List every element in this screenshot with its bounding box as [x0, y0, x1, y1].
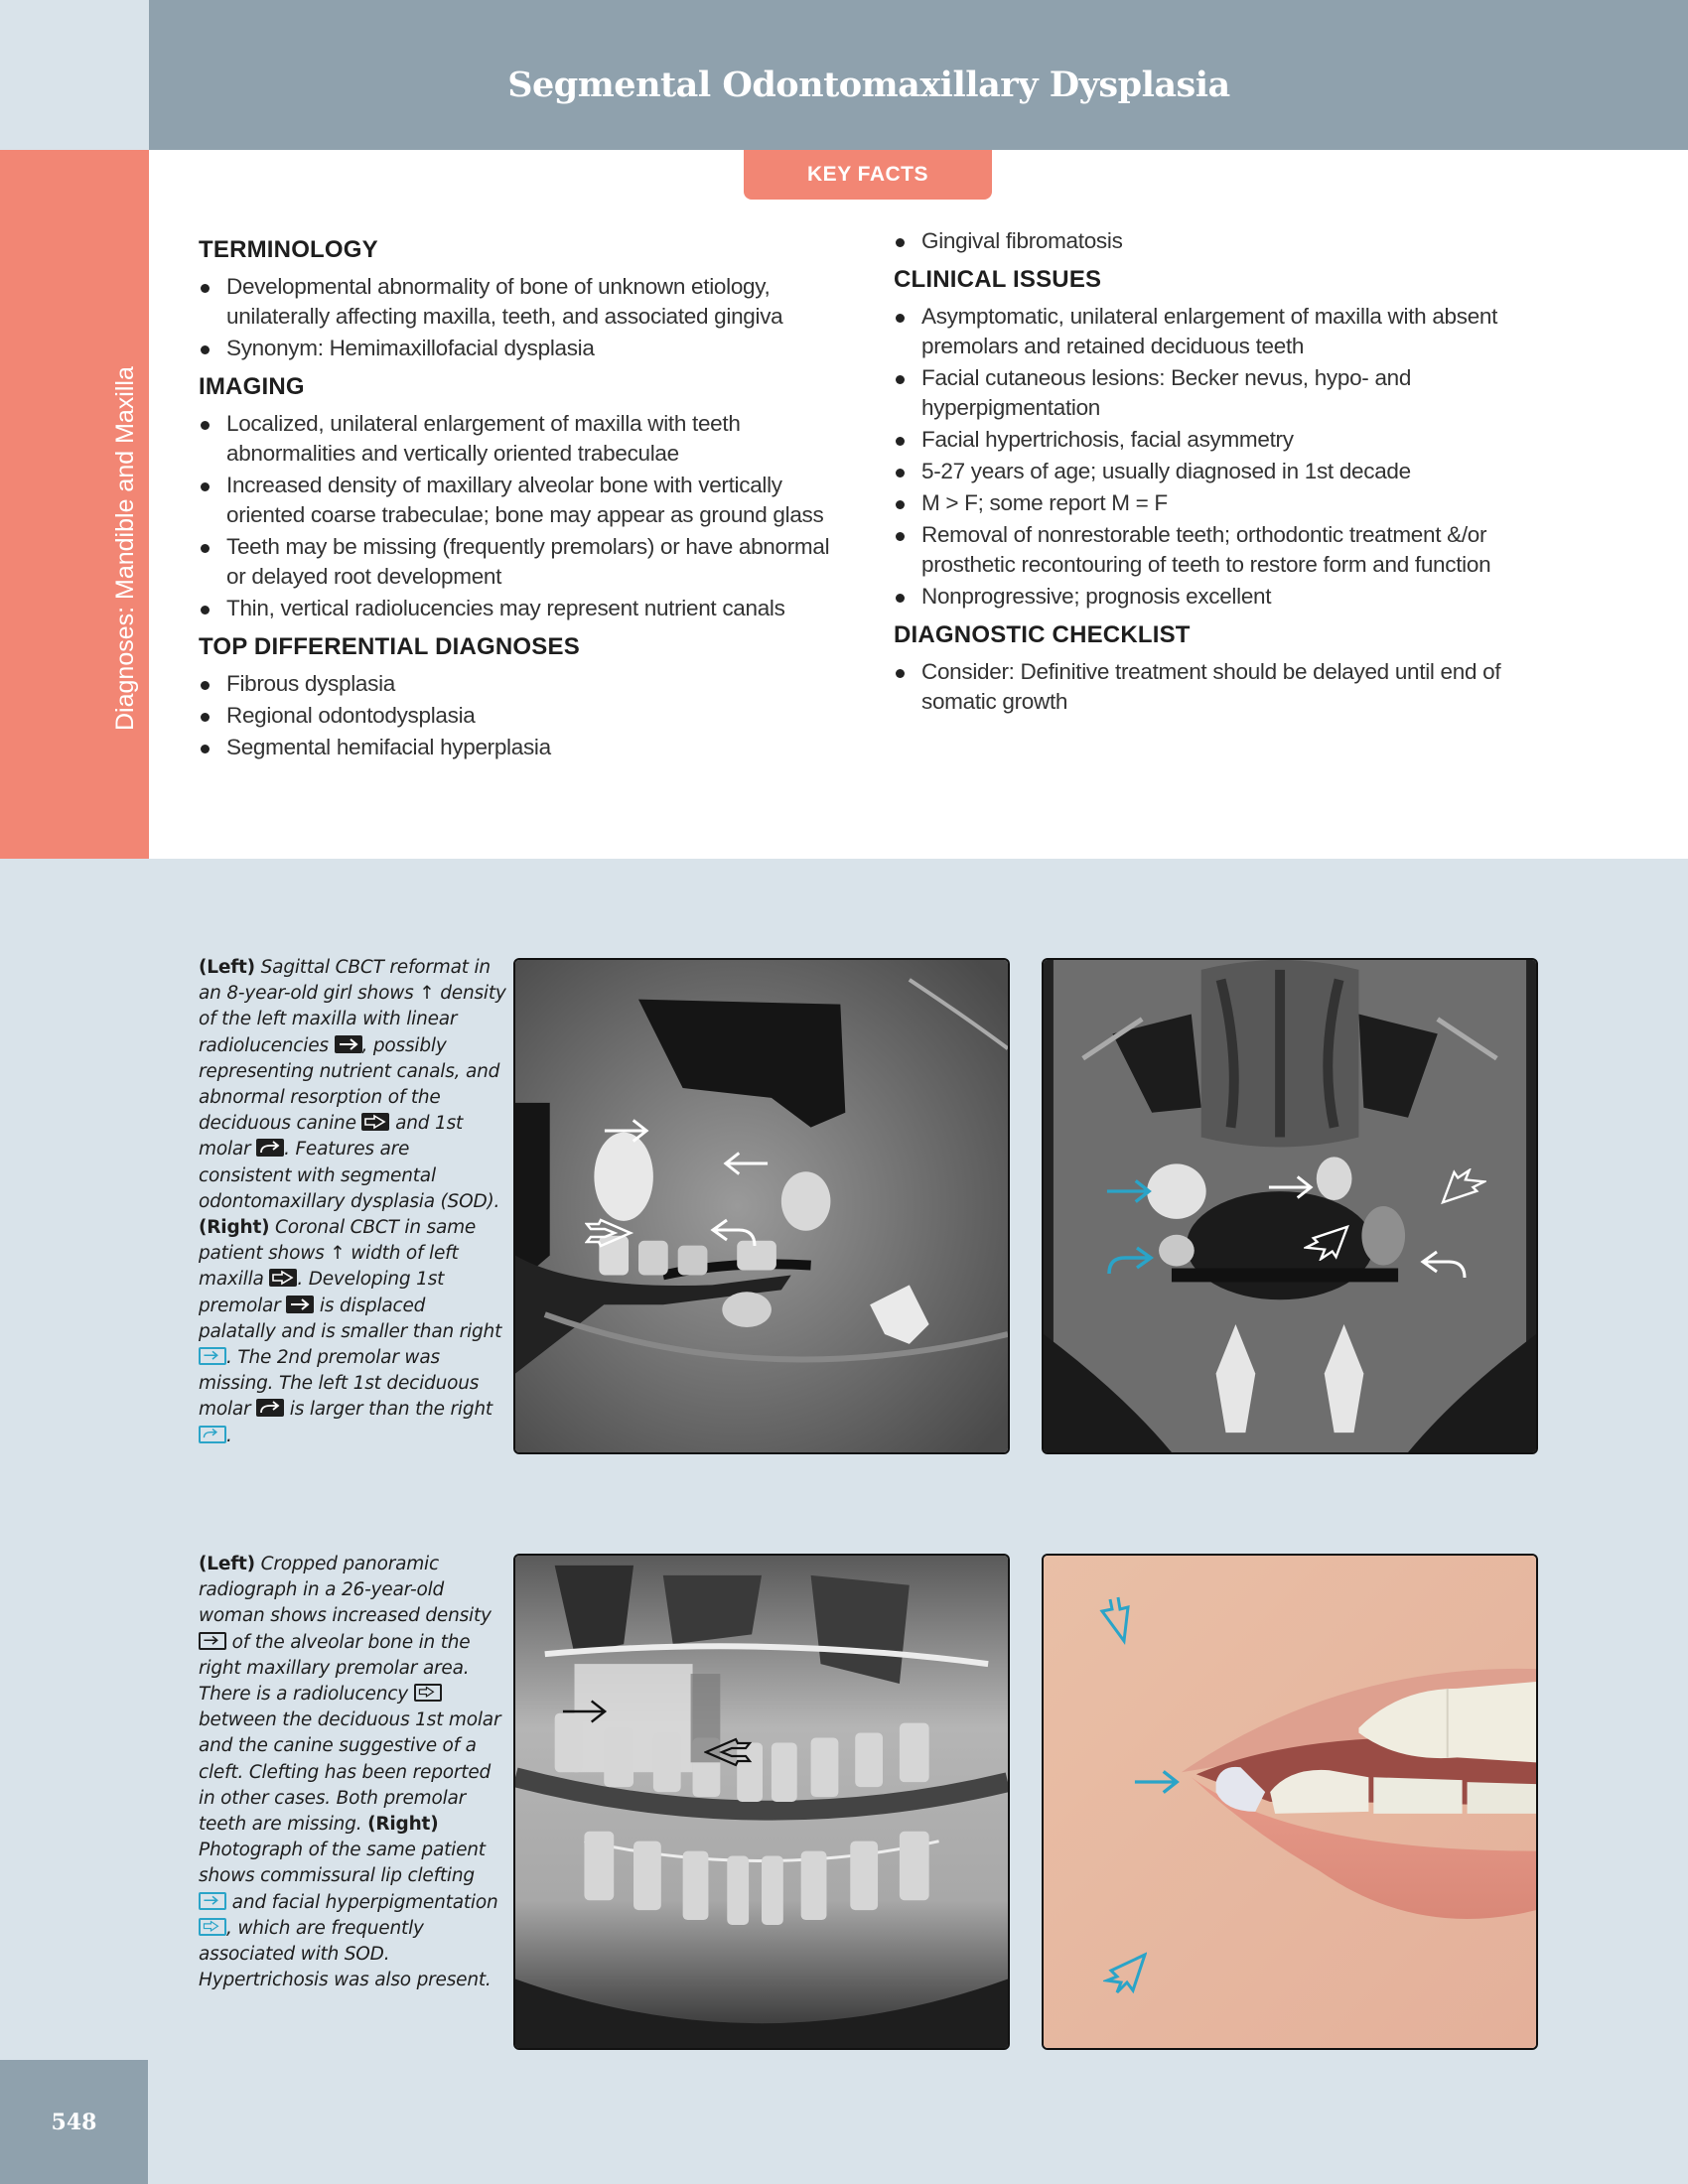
caption-text: Coronal CBCT in same patient shows ↑ width of left maxilla — [199, 1217, 477, 1291]
key-facts-left-column — [199, 226, 834, 764]
blue-open-arrow-legend-icon — [199, 1918, 226, 1936]
caption-text: Sagittal CBCT reformat in an 8-year-old girl shows ↑ density of the left maxilla with linear radiolucencies — [199, 957, 506, 1056]
arrow-legend-icon — [286, 1296, 314, 1313]
bullet-item: Regional odontodysplasia — [199, 701, 834, 731]
coronal-cbct-image — [1042, 958, 1538, 1454]
caption-text: of the alveolar bone in the right maxillary premolar area. There is a radiolucency — [199, 1631, 471, 1706]
caption-text: is displaced palatally and is smaller than right — [199, 1295, 502, 1342]
caption-label-left: (Left) — [199, 957, 255, 978]
caption-text: is larger than the right — [284, 1399, 492, 1421]
open-arrow-marker-icon — [1304, 1223, 1351, 1261]
caption-text: , possibly representing nutrient canals, and abnormal resorption of the deciduous canine — [199, 1034, 500, 1135]
open-arrow-marker-icon — [1439, 1168, 1486, 1206]
bullet-item: Developmental abnormality of bone of unknown etiology, unilaterally affecting maxilla, teeth, and associated gingiva — [199, 272, 834, 332]
figure-caption-1 — [199, 955, 506, 1449]
page-title: Segmental Odontomaxillary Dysplasia — [507, 64, 1230, 105]
bullet-item: Segmental hemifacial hyperplasia — [199, 733, 834, 762]
caption-text: . Features are consistent with segmental odontomaxillary dysplasia (SOD). — [199, 1139, 500, 1212]
panoramic-radiograph-graphic — [515, 1556, 1008, 2048]
caption-text: between the deciduous 1st molar and the canine suggestive of a cleft. Clefting has been reported in other cases. Both premolar teeth are missing. — [199, 1709, 501, 1836]
bullet-item: 5-27 years of age; usually diagnosed in 1st decade — [894, 457, 1549, 486]
caption-text: . Developing 1st premolar — [199, 1269, 445, 1316]
section-diagnostic-checklist — [894, 621, 1549, 717]
section-terminology — [199, 236, 834, 363]
caption-label-right: (Right) — [367, 1814, 439, 1836]
open-arrow-marker-icon — [704, 1735, 754, 1769]
bullet-item: Nonprogressive; prognosis excellent — [894, 582, 1549, 612]
coronal-cbct-graphic — [1044, 960, 1536, 1452]
blue-arrow-marker-icon — [1105, 1176, 1153, 1206]
section-heading: CLINICAL ISSUES — [894, 266, 1102, 293]
bullet-item: Localized, unilateral enlargement of maxilla with teeth abnormalities and vertically oriented trabeculae — [199, 409, 834, 469]
chapter-side-tab — [0, 150, 149, 859]
arrow-marker-icon — [603, 1116, 650, 1146]
section-heading: IMAGING — [199, 373, 305, 400]
bullet-list — [199, 272, 834, 363]
bullet-item: Increased density of maxillary alveolar bone with vertically oriented coarse trabeculae; bone may appear as ground glass — [199, 471, 834, 530]
bullet-item: Facial cutaneous lesions: Becker nevus, hypo- and hyperpigmentation — [894, 363, 1549, 423]
section-heading: TOP DIFFERENTIAL DIAGNOSES — [199, 633, 580, 660]
arrow-legend-icon — [199, 1632, 226, 1650]
caption-text: Cropped panoramic radiograph in a 26-year-old woman shows increased density — [199, 1554, 492, 1627]
open-arrow-legend-icon — [361, 1113, 389, 1131]
section-clinical-issues — [894, 266, 1549, 612]
blue-curved-arrow-marker-icon — [1105, 1244, 1155, 1278]
section-heading: DIAGNOSTIC CHECKLIST — [894, 621, 1191, 648]
bullet-item: M > F; some report M = F — [894, 488, 1549, 518]
figure-caption-2 — [199, 1552, 506, 1993]
lip-clinical-photograph — [1042, 1554, 1538, 2050]
caption-text: and 1st molar — [199, 1113, 464, 1160]
bullet-list-continued — [894, 226, 1549, 256]
bullet-item: Gingival fibromatosis — [894, 226, 1549, 256]
page-number: 548 — [0, 2060, 148, 2184]
bullet-item: Removal of nonrestorable teeth; orthodontic treatment &/or prosthetic recontouring of teeth to restore form and function — [894, 520, 1549, 580]
panoramic-radiograph-image — [513, 1554, 1010, 2050]
sagittal-cbct-graphic — [515, 960, 1008, 1452]
blue-open-arrow-marker-icon — [1098, 1595, 1138, 1645]
arrow-marker-icon — [722, 1149, 770, 1178]
key-facts-right-column — [894, 226, 1549, 719]
caption-label-left: (Left) — [199, 1554, 255, 1574]
key-facts-badge: KEY FACTS — [744, 150, 992, 200]
curved-arrow-legend-icon — [256, 1399, 284, 1417]
bullet-item: Consider: Definitive treatment should be delayed until end of somatic growth — [894, 657, 1549, 717]
bullet-item: Facial hypertrichosis, facial asymmetry — [894, 425, 1549, 455]
curved-arrow-marker-icon — [709, 1216, 759, 1250]
arrow-marker-icon — [561, 1697, 609, 1726]
bullet-item: Asymptomatic, unilateral enlargement of maxilla with absent premolars and retained deciduous teeth — [894, 302, 1549, 361]
bullet-item: Synonym: Hemimaxillofacial dysplasia — [199, 334, 834, 363]
caption-label-right: (Right) — [199, 1217, 270, 1239]
chapter-label: Diagnoses: Mandible and Maxilla — [111, 366, 139, 731]
bullet-item: Teeth may be missing (frequently premolars) or have abnormal or delayed root development — [199, 532, 834, 592]
sagittal-cbct-image — [513, 958, 1010, 1454]
blue-open-arrow-marker-icon — [1103, 1951, 1147, 1994]
curved-arrow-legend-icon — [256, 1139, 284, 1157]
open-arrow-marker-icon — [585, 1216, 634, 1250]
blue-curved-arrow-legend-icon — [199, 1426, 226, 1443]
open-arrow-legend-icon — [414, 1684, 442, 1702]
section-imaging — [199, 373, 834, 623]
open-arrow-legend-icon — [269, 1269, 297, 1287]
bullet-list — [199, 409, 834, 623]
caption-text: . — [226, 1425, 232, 1446]
arrow-marker-icon — [1267, 1172, 1315, 1202]
blue-arrow-legend-icon — [199, 1347, 226, 1365]
blue-arrow-legend-icon — [199, 1892, 226, 1910]
blue-arrow-marker-icon — [1133, 1767, 1181, 1797]
bullet-item: Fibrous dysplasia — [199, 669, 834, 699]
bullet-item: Thin, vertical radiolucencies may represent nutrient canals — [199, 594, 834, 623]
arrow-legend-icon — [335, 1035, 362, 1053]
section-heading: TERMINOLOGY — [199, 236, 378, 263]
bullet-list — [894, 657, 1549, 717]
caption-text: Photograph of the same patient shows commissural lip clefting — [199, 1840, 486, 1887]
caption-text: and facial hyperpigmentation — [226, 1891, 498, 1913]
caption-text: . The 2nd premolar was missing. The left 1st deciduous molar — [199, 1347, 480, 1421]
caption-text: , which are frequently associated with SOD. Hypertrichosis was also present. — [199, 1917, 492, 1991]
curved-arrow-marker-icon — [1419, 1248, 1469, 1282]
bullet-list — [894, 302, 1549, 612]
section-top-differential-diagnoses — [199, 633, 834, 762]
header-left-margin — [0, 0, 149, 150]
bullet-list — [199, 669, 834, 762]
